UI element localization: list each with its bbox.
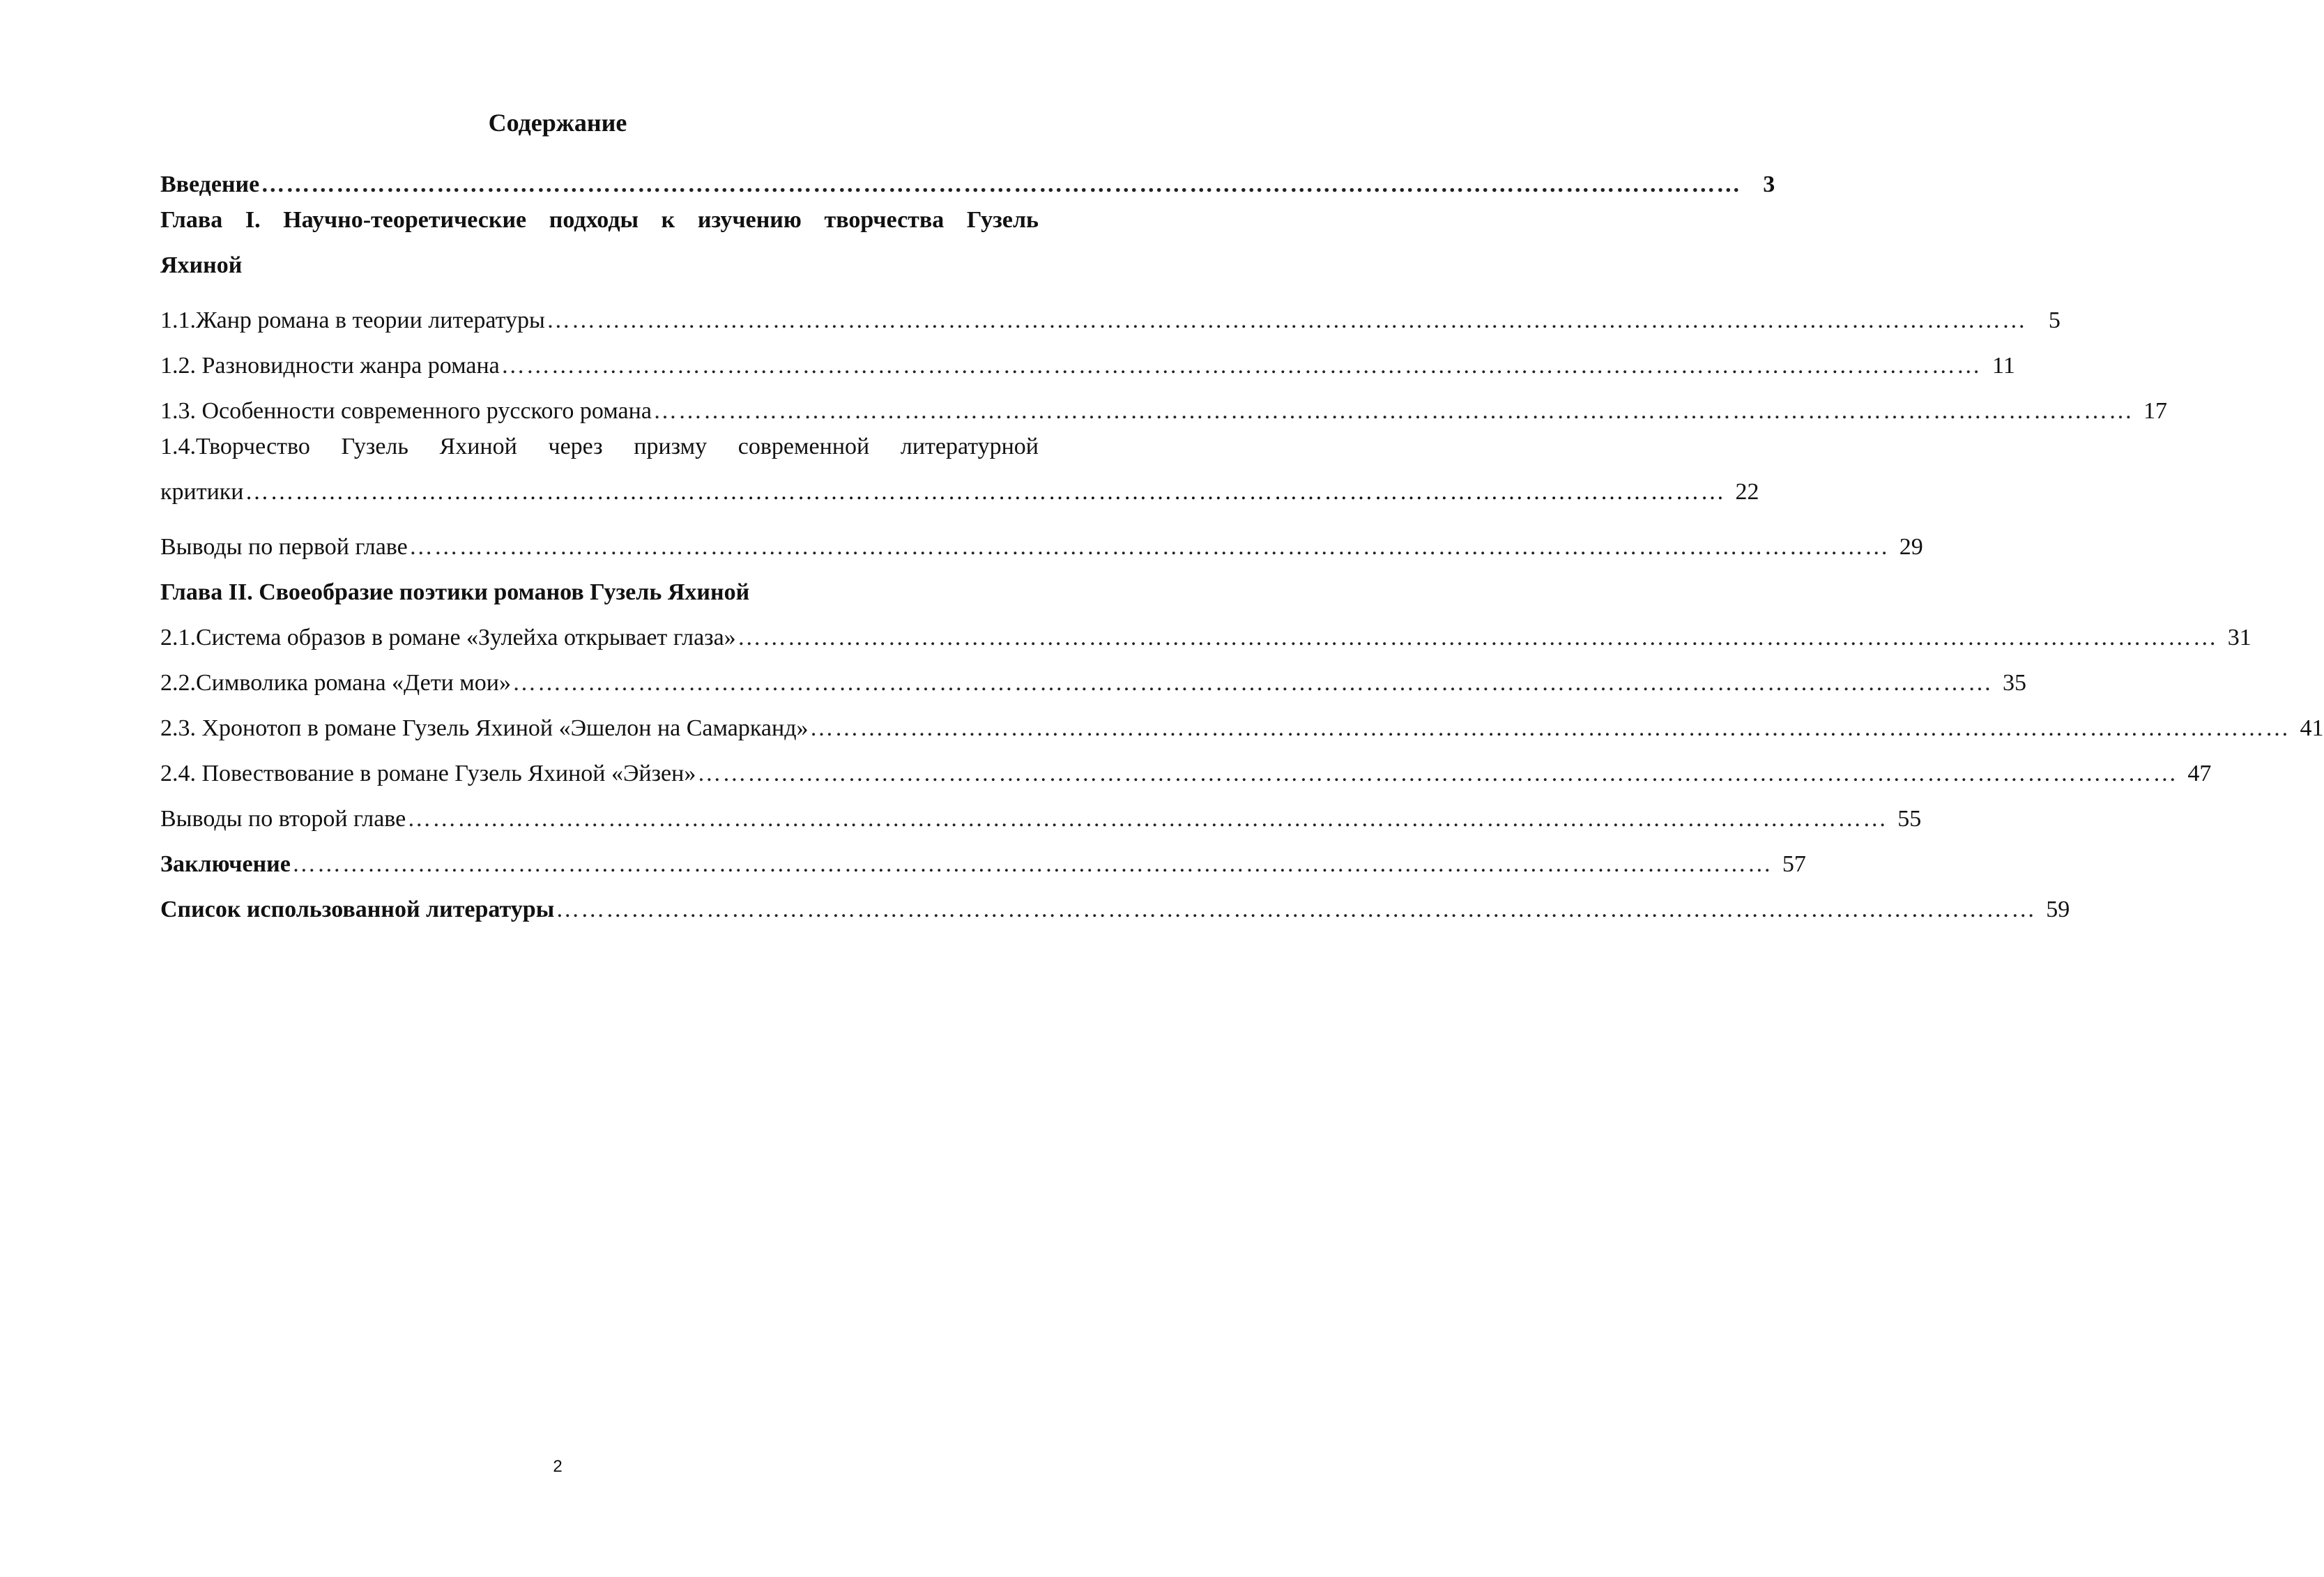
toc-entry-1-4[interactable]	[160, 434, 1759, 524]
page-number: 2	[553, 1457, 563, 1476]
toc-page-number: 59	[2046, 897, 2070, 922]
dot-leader: ……………………………………………………………………………………………………………………………………………………………	[546, 307, 2027, 333]
dot-leader: ……………………………………………………………………………………………………………………………………………………………	[291, 851, 1773, 877]
toc-entry-conclusion[interactable]	[160, 841, 1806, 887]
toc-page-number: 35	[2003, 670, 2026, 696]
toc-entry-1-2[interactable]	[160, 343, 2015, 388]
toc-entry-conclusions-chapter-2[interactable]	[160, 796, 1922, 841]
toc-entry-introduction[interactable]	[160, 162, 1775, 207]
dot-leader: ……………………………………………………………………………………………………………………………………………………………	[261, 172, 1742, 197]
toc-page-number: 57	[1782, 851, 1806, 877]
toc-entry-label-line2: критики	[160, 479, 244, 505]
toc-entry-1-1[interactable]	[160, 298, 2061, 343]
page-title: Содержание	[488, 109, 627, 137]
dot-leader: ……………………………………………………………………………………………………………………………………………………………	[512, 670, 1993, 696]
toc-entry-2-3[interactable]	[160, 706, 2324, 751]
toc-entry-label: Список использованной литературы	[160, 897, 555, 922]
toc-entry-label: 2.3. Хронотоп в романе Гузель Яхиной «Эшелон на Самарканд»	[160, 715, 809, 741]
toc-page-number: 47	[2187, 761, 2212, 786]
toc-entry-label-line1: Глава I. Научно-теоретические подходы к изучению творчества Гузель	[160, 207, 1039, 233]
dot-leader: ……………………………………………………………………………………………………………………………………………………………	[809, 715, 2291, 741]
toc-entry-label: Выводы по первой главе	[160, 534, 408, 560]
toc-entry-label: Введение	[160, 172, 260, 197]
toc-page-number: 22	[1735, 479, 1759, 505]
toc-entry-2-1[interactable]	[160, 615, 2252, 660]
toc-entry-label-line1: 1.4.Творчество Гузель Яхиной через призму современной литературной	[160, 434, 1039, 459]
toc-entry-conclusions-chapter-1[interactable]	[160, 524, 1923, 570]
dot-leader: ……………………………………………………………………………………………………………………………………………………………	[408, 534, 1890, 560]
toc-entry-chapter-1[interactable]	[160, 207, 1039, 298]
toc-entry-label: 2.1.Система образов в романе «Зулейха открывает глаза»	[160, 625, 736, 650]
toc-entry-bibliography[interactable]	[160, 887, 2070, 932]
toc-page-number: 29	[1899, 534, 1923, 560]
toc-entry-label: 1.2. Разновидности жанра романа	[160, 353, 500, 379]
dot-leader: ……………………………………………………………………………………………………………………………………………………………	[245, 479, 1726, 505]
toc-page-number: 17	[2143, 398, 2167, 424]
toc-entry-label: 2.2.Символика романа «Дети мои»	[160, 670, 511, 696]
toc-entry-label: 1.1.Жанр романа в теории литературы	[160, 307, 545, 333]
dot-leader: ……………………………………………………………………………………………………………………………………………………………	[737, 625, 2218, 650]
toc-entry-chapter-2[interactable]	[160, 570, 1039, 615]
toc-entry-label: Глава II. Своеобразие поэтики романов Гузель Яхиной	[160, 579, 750, 605]
dot-leader: ……………………………………………………………………………………………………………………………………………………………	[652, 398, 2134, 424]
toc-entry-label: Заключение	[160, 851, 291, 877]
dot-leader: ……………………………………………………………………………………………………………………………………………………………	[697, 761, 2178, 786]
dot-leader: ……………………………………………………………………………………………………………………………………………………………	[500, 353, 1982, 379]
dot-leader: ……………………………………………………………………………………………………………………………………………………………	[407, 806, 1888, 832]
toc-page-number: 3	[1763, 172, 1775, 197]
toc-entry-label: Выводы по второй главе	[160, 806, 406, 832]
dot-leader: ……………………………………………………………………………………………………………………………………………………………	[556, 897, 2037, 922]
toc-page-number: 31	[2227, 625, 2252, 650]
toc-entry-2-4[interactable]	[160, 751, 2212, 796]
toc-entry-label: 2.4. Повествование в романе Гузель Яхиной «Эйзен»	[160, 761, 696, 786]
toc-entry-label: 1.3. Особенности современного русского романа	[160, 398, 652, 424]
toc-page-number: 5	[2048, 307, 2061, 333]
toc-page-number: 11	[1992, 353, 2015, 379]
toc-entry-1-3[interactable]	[160, 388, 2167, 434]
toc-entry-2-2[interactable]	[160, 660, 2026, 706]
toc-entry-label-line2: Яхиной	[160, 252, 243, 278]
toc-page-number: 41	[2300, 715, 2324, 741]
table-of-contents	[160, 162, 2324, 932]
toc-page-number: 55	[1897, 806, 1922, 832]
